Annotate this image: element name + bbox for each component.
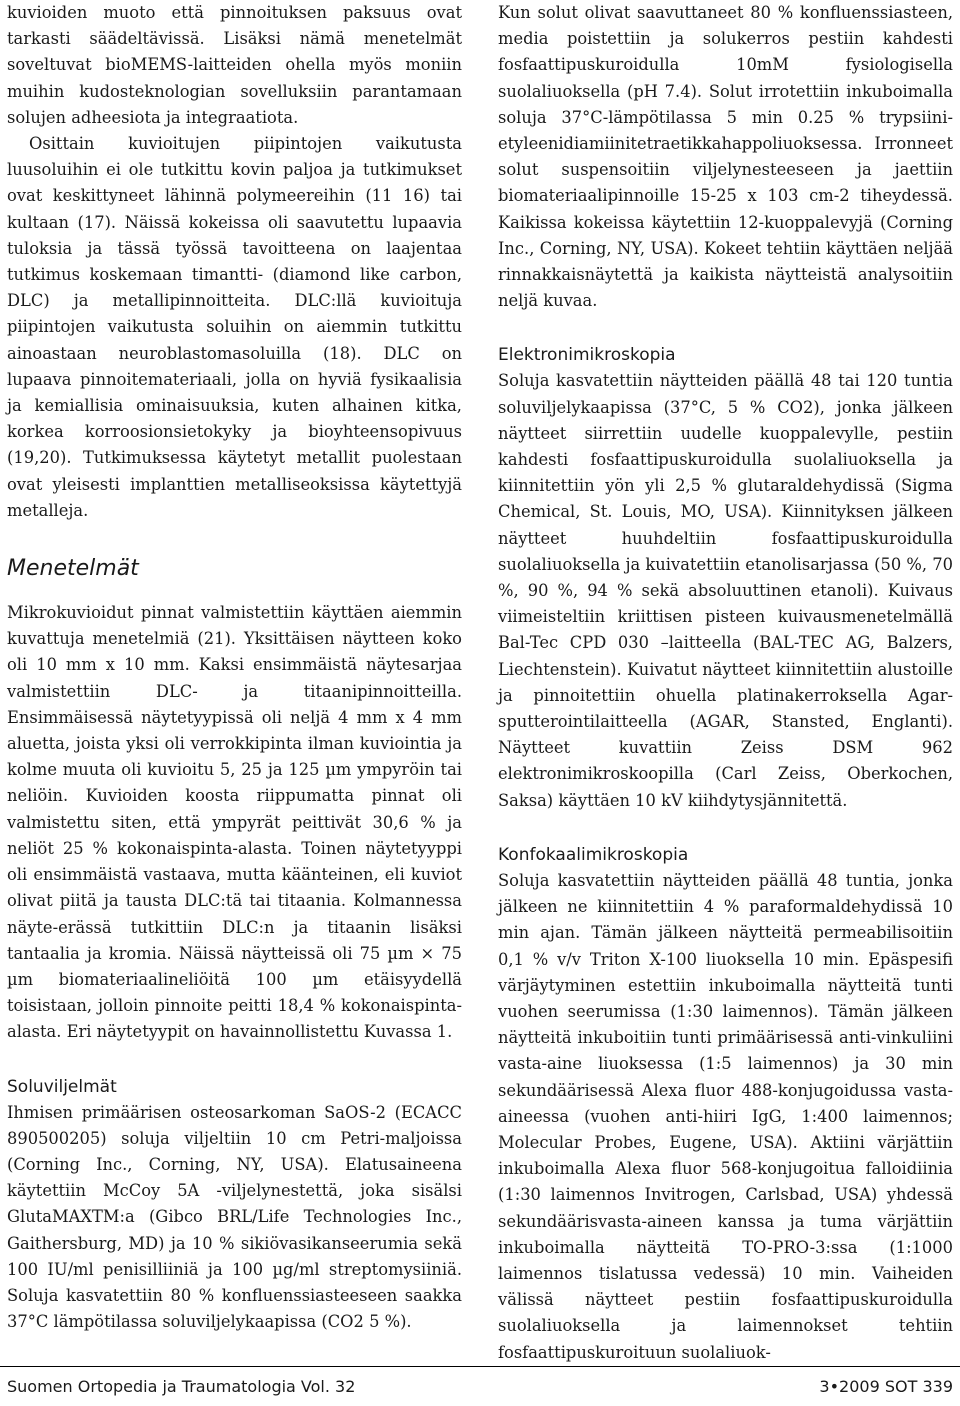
subsection-heading-cultures: Soluviljelmät: [7, 1076, 117, 1097]
body-paragraph: Kun solut olivat saavuttaneet 80 % konfluenssiasteen, media poistettiin ja solukerros pestiin kahdesti fosfaattipuskuroidulla 10mM fysiologisella suolaliuoksella (pH 7.4). Solut irrotettiin inkuboimalla soluja 37°C-lämpötilassa 5 min 0.25 % trypsiini-etyleenidiamiinitetraetikkahappoliuoksessa. Irronneet solut suspensoitiin viljelynesteeseen ja jaettiin biomateriaalipinnoille 15-25 x 103 cm-2 tiheydessä. Kaikissa kokeissa käytettiin 12-kuoppalevyjä (Corning Inc., Corning, NY, USA). Kokeet tehtiin käyttäen neljää rinnakkaisnäytettä ja kaikista näytteistä analysoitiin neljä kuvaa.: [498, 3, 953, 311]
body-paragraph: Mikrokuvioidut pinnat valmistettiin käyttäen aiemmin kuvattuja menetelmiä (21). Yksittäisen näytteen koko oli 10 mm x 10 mm. Kaksi ensimmäistä näytesarjaa valmistettiin DLC- ja titaanipinnoitteilla. Ensimmäisessä näytetyypissä oli neljä 4 mm x 4 mm aluetta, joista yksi oli verrokkipinta ilman kuviointia ja kolme muuta oli kuvioitu 5, 25 ja 125 µm ympyröin tai neliöin. Kuvioiden koosta riippumatta pinnat oli valmistettu siten, että ympyrät peittivät 30,6 % ja neliöt 25 % kokonaispinta-alasta. Toinen näytetyyppi oli ensimmäistä vastaava, mutta käänteinen, eli kuviot olivat piitä ja tausta DLC:tä tai titaania. Kolmannessa näyte-erässä tutkittiin DLC:n ja titaanin lisäksi tantaalia ja kromia. Näissä näytteissä oli 75 µm × 75 µm biomateriaalineliöitä 100 µm etäisyydellä toisistaan, jolloin pinnoite peitti 18,4 % kokonaispinta-alasta. Eri näytetyypit on havainnollistettu Kuvassa 1.: [7, 603, 462, 1042]
body-paragraph: kuvioiden muoto että pinnoituksen paksuus ovat tarkasti säädeltävissä. Lisäksi nämä menetelmät soveltuvat bioMEMS-laitteiden ohella myös moniin muihin kudosteknologian sovelluksiin parantamaan solujen adheesiota ja integraatiota.: [7, 3, 462, 127]
left-column: [7, 0, 462, 1335]
right-column: [498, 0, 953, 1366]
journal-title: Suomen Ortopedia ja Traumatologia Vol. 32: [7, 1377, 356, 1396]
footer-divider: [0, 1366, 960, 1367]
body-paragraph: Soluja kasvatettiin näytteiden päällä 48 tai 120 tuntia soluviljelykaapissa (37°C, 5 % CO2), jonka jälkeen näytteet siirrettiin uudelle kuoppalevylle, pestiin kahdesti fosfaattipuskuroidulla suolaliuoksella ja kiinnitettiin yön yli 2,5 % glutaraldehydissä (Sigma Chemical, St. Louis, MO, USA). Kiinnityksen jälkeen näytteet huuhdeltiin fosfaattipuskuroidulla suolaliuoksella ja kuivatettiin etanolisarjassa (50 %, 70 %, 90 %, 94 % sekä absoluuttinen etanoli). Kuivaus viimeisteltiin kriittisen pisteen kuivausmenetelmällä Bal-Tec CPD 030 –laitteella (BAL-TEC AG, Balzers, Liechtenstein). Kuivatut näytteet kiinnitettiin alustoille ja pinnoitettiin ohuella platinakerroksella Agar-sputterointilaitteella (AGAR, Stansted, Englanti). Näytteet kuvattiin Zeiss DSM 962 elektronimikroskoopilla (Carl Zeiss, Oberkochen, Saksa) käyttäen 10 kV kiihdytysjännitettä.: [498, 371, 953, 810]
subsection-heading-electron-microscopy: Elektronimikroskopia: [498, 345, 676, 366]
body-paragraph: Ihmisen primäärisen osteosarkoman SaOS-2 (ECACC 890500205) soluja viljeltiin 10 cm Petri-maljoissa (Corning Inc., Corning, NY, USA). Elatusaineena käytettiin McCoy 5A -viljelynestettä, joka sisälsi GlutaMAXTM:a (Gibco BRL/Life Technologies Inc., Gaithersburg, MD) ja 10 % sikiövasikanseerumia sekä 100 IU/ml penisilliiniä ja 100 µg/ml streptomysiiniä. Soluja kasvatettiin 80 % konfluenssiasteeseen saakka 37°C lämpötilassa soluviljelykaapissa (CO2 5 %).: [7, 1102, 462, 1332]
section-heading-methods: Menetelmät: [7, 556, 139, 582]
body-paragraph: Soluja kasvatettiin näytteiden päällä 48 tuntia, jonka jälkeen ne kiinnitettiin 4 % paraformaldehydissä 10 min ajan. Tämän jälkeen näytteitä permeabilisoitiin 0,1 % v/v Triton X-100 liuoksella 10 min. Epäspesifi värjäytyminen estettiin inkuboimalla näytteitä tunti vuohen seerumissa (1:30 laimennos). Tämän jälkeen näytteitä inkuboitiin tunti primäärisessä anti-vinkuliini vasta-aine liuoksessa (1:5 laimennos) ja 30 min sekundäärisessä Alexa fluor 488-konjugoidussa vasta-aineessa (vuohen anti-hiiri IgG, 1:400 laimennos; Molecular Probes, Eugene, USA). Aktiini värjättiin inkuboimalla Alexa fluor 568-konjugoitua falloidiinia (1:30 laimennos Invitrogen, Carlsbad, USA) yhdessä sekundäärisvasta-aineen kanssa ja tuma värjättiin inkuboimalla näytteitä TO-PRO-3:ssa (1:1000 laimennos tislatussa vedessä) 10 min. Vaiheiden välissä näytteet pestiin fosfaattipuskuroidulla suolaliuoksella ja laimennokset tehtiin fosfaattipuskuroituun suolaliuok-: [498, 870, 953, 1362]
body-paragraph: Osittain kuvioitujen piipintojen vaikutusta luusoluihin ei ole tutkittu kovin paljoa ja tutkimukset ovat keskittyneet lähinnä polymeereihin (11 16) tai kultaan (17). Näissä kokeissa oli saavutettu lupaavia tuloksia ja tässä työssä tavoitteena on laajentaa tutkimus koskemaan timantti- (diamond like carbon, DLC) ja metallipinnoitteita. DLC:llä kuvioituja piipintojen vaikutusta soluihin on aiemmin tutkittu ainoastaan neuroblastomasoluilla (18). DLC on lupaava pinnoitemateriaali, jolla on hyviä fysikaalisia ja kemiallisia ominaisuuksia, kuten alhainen kitka, korkea korroosionsietokyky ja bioyhteensopivuus (19,20). Tutkimuksessa käytetyt metallit puolestaan ovat yleisesti implanttien metalliseoksissa käytettyjä metalleja.: [7, 134, 462, 520]
subsection-heading-confocal-microscopy: Konfokaalimikroskopia: [498, 844, 689, 865]
issue-page-number: 3•2009 SOT 339: [819, 1377, 953, 1396]
